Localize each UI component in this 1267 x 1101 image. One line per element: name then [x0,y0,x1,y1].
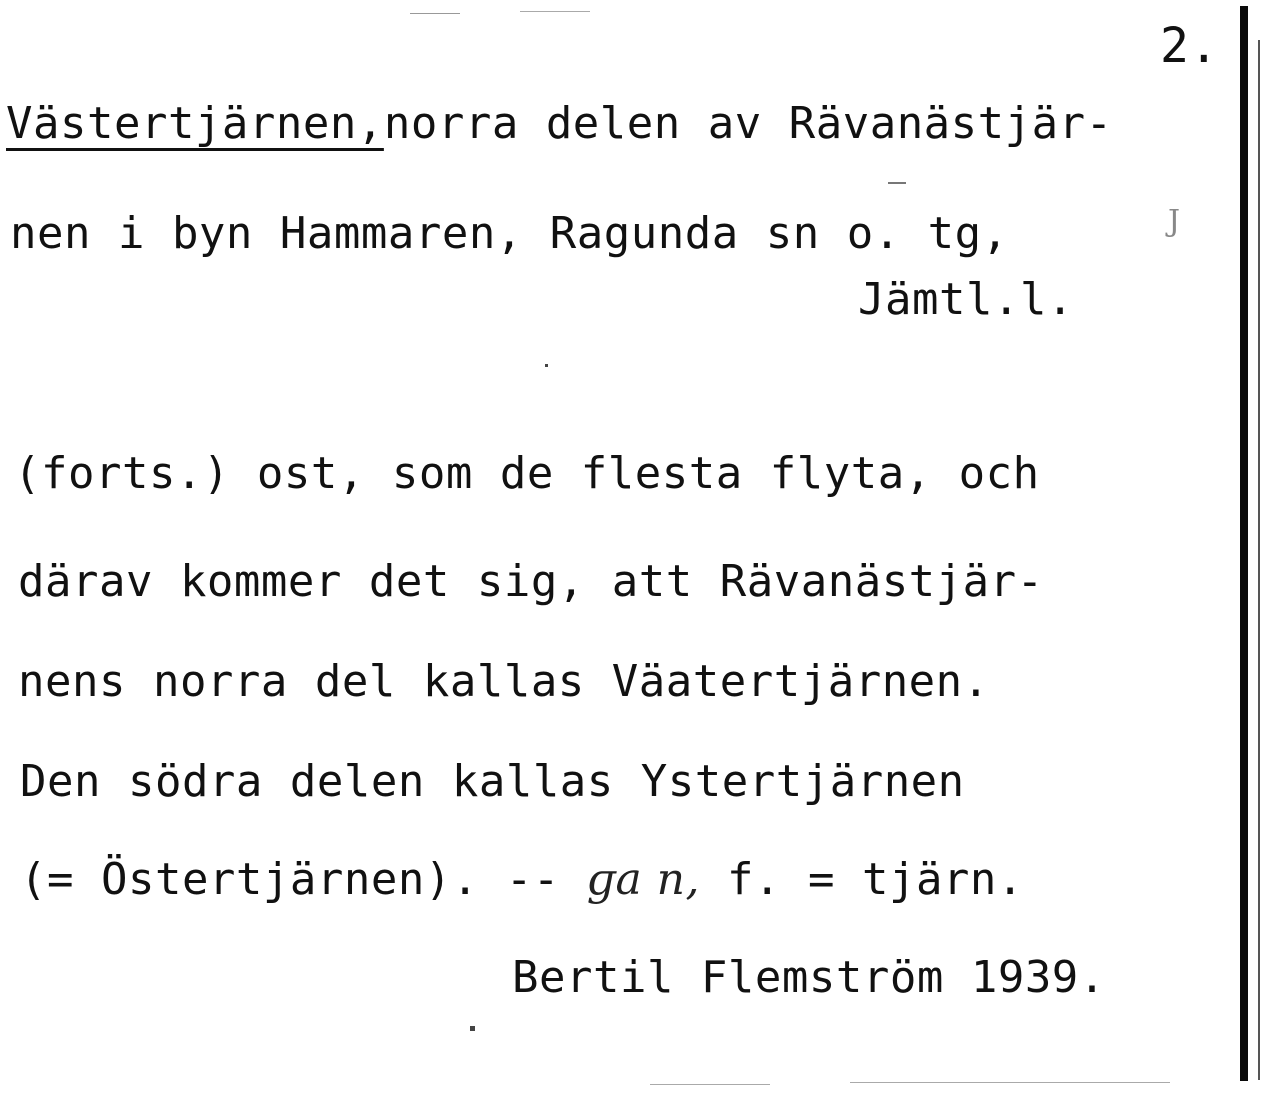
entry-line-1 [6,98,1113,149]
card-edge-border [1240,6,1248,1081]
body-line-1: (forts.) ost, som de flesta flyta, och [14,448,1040,499]
handwritten-pronunciation: ɡa n, [586,854,701,905]
body-line-5-prefix: (= Östertjärnen). -- [20,854,587,905]
entry-line-1-rest: norra delen av Rävanästjär- [383,98,1113,149]
body-line-4: Den södra delen kallas Ystertjärnen [20,756,965,807]
ink-speck [888,182,906,184]
scan-noise [520,11,590,12]
ink-speck [470,1026,475,1031]
card-edge-shadow [1258,40,1260,1080]
headword: Västertjärnen, [6,98,384,149]
margin-mark: J [1168,204,1181,239]
page-number: 2. [1160,18,1219,74]
body-line-2: därav kommer det sig, att Rävanästjär- [18,556,1044,607]
scan-noise [850,1082,1170,1083]
entry-line-3: Jämtl.l. [858,274,1074,325]
signature: Bertil Flemström 1939. [512,952,1106,1003]
ink-speck [545,364,548,367]
scan-noise [410,13,460,14]
scan-noise [650,1084,770,1085]
entry-line-2: nen i byn Hammaren, Ragunda sn o. tg, [10,208,1009,259]
body-line-5-suffix: f. = tjärn. [700,854,1024,905]
body-line-5 [20,854,1024,905]
body-line-3: nens norra del kallas Väatertjärnen. [18,656,990,707]
